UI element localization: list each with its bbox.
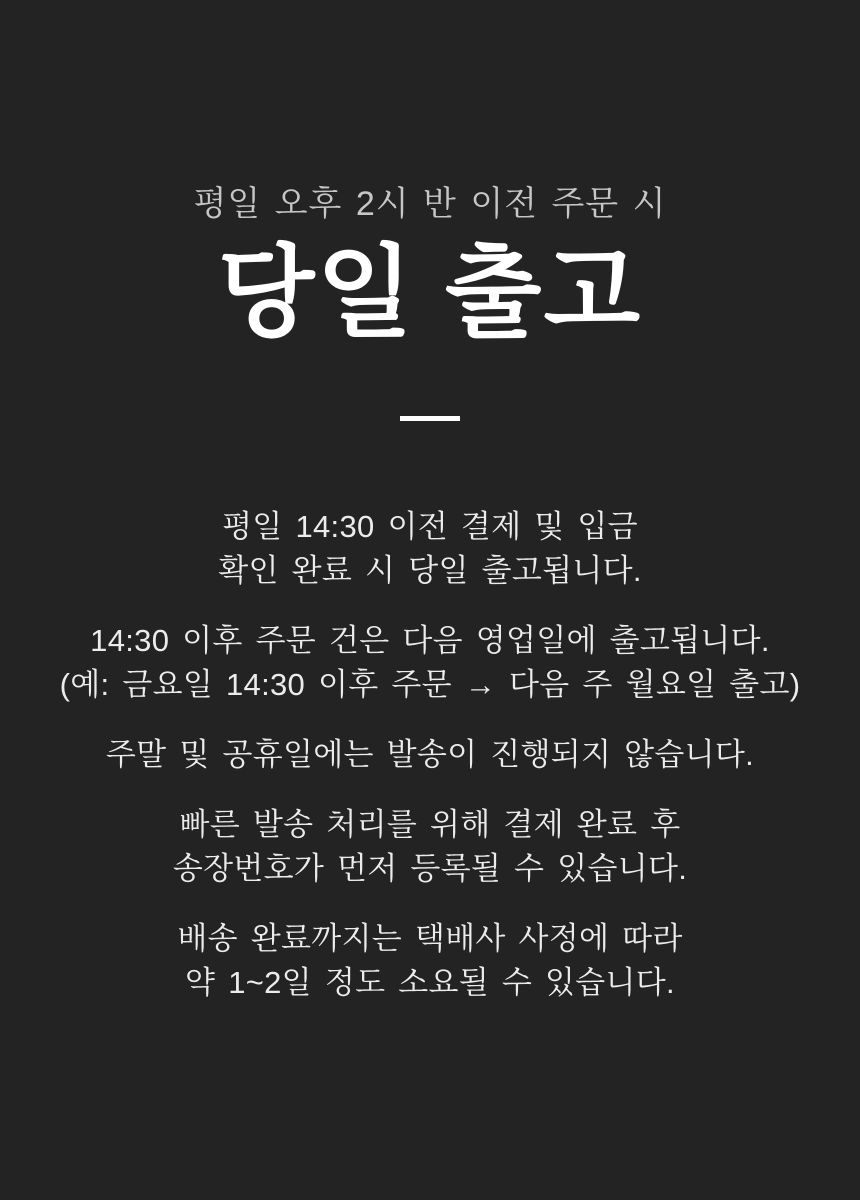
text-line: 약 1~2일 정도 소요될 수 있습니다. <box>185 965 675 1000</box>
text-line: 14:30 이후 주문 건은 다음 영업일에 출고됩니다. <box>90 623 770 658</box>
text-line: 배송 완료까지는 택배사 사정에 따라 <box>177 921 683 956</box>
paragraph-after-cutoff <box>0 619 860 707</box>
paragraph-same-day-shipping <box>0 505 860 593</box>
paragraph-delivery-time <box>0 917 860 1005</box>
notice-body <box>0 505 860 1005</box>
paragraph-weekends-holidays <box>0 733 860 777</box>
text-line: (예: 금요일 14:30 이후 주문 → 다음 주 월요일 출고) <box>59 667 801 702</box>
text-line: 송장번호가 먼저 등록될 수 있습니다. <box>172 851 688 886</box>
eyebrow-text: 평일 오후 2시 반 이전 주문 시 <box>193 185 667 223</box>
divider-line <box>400 416 460 421</box>
notice-title: 당일 출고 <box>217 237 643 349</box>
text-line: 주말 및 공휴일에는 발송이 진행되지 않습니다. <box>105 737 755 772</box>
text-line: 빠른 발송 처리를 위해 결제 완료 후 <box>179 807 681 842</box>
text-line: 확인 완료 시 당일 출고됩니다. <box>218 553 642 588</box>
paragraph-tracking-number <box>0 803 860 891</box>
text-line: 평일 14:30 이전 결제 및 입금 <box>222 509 638 544</box>
